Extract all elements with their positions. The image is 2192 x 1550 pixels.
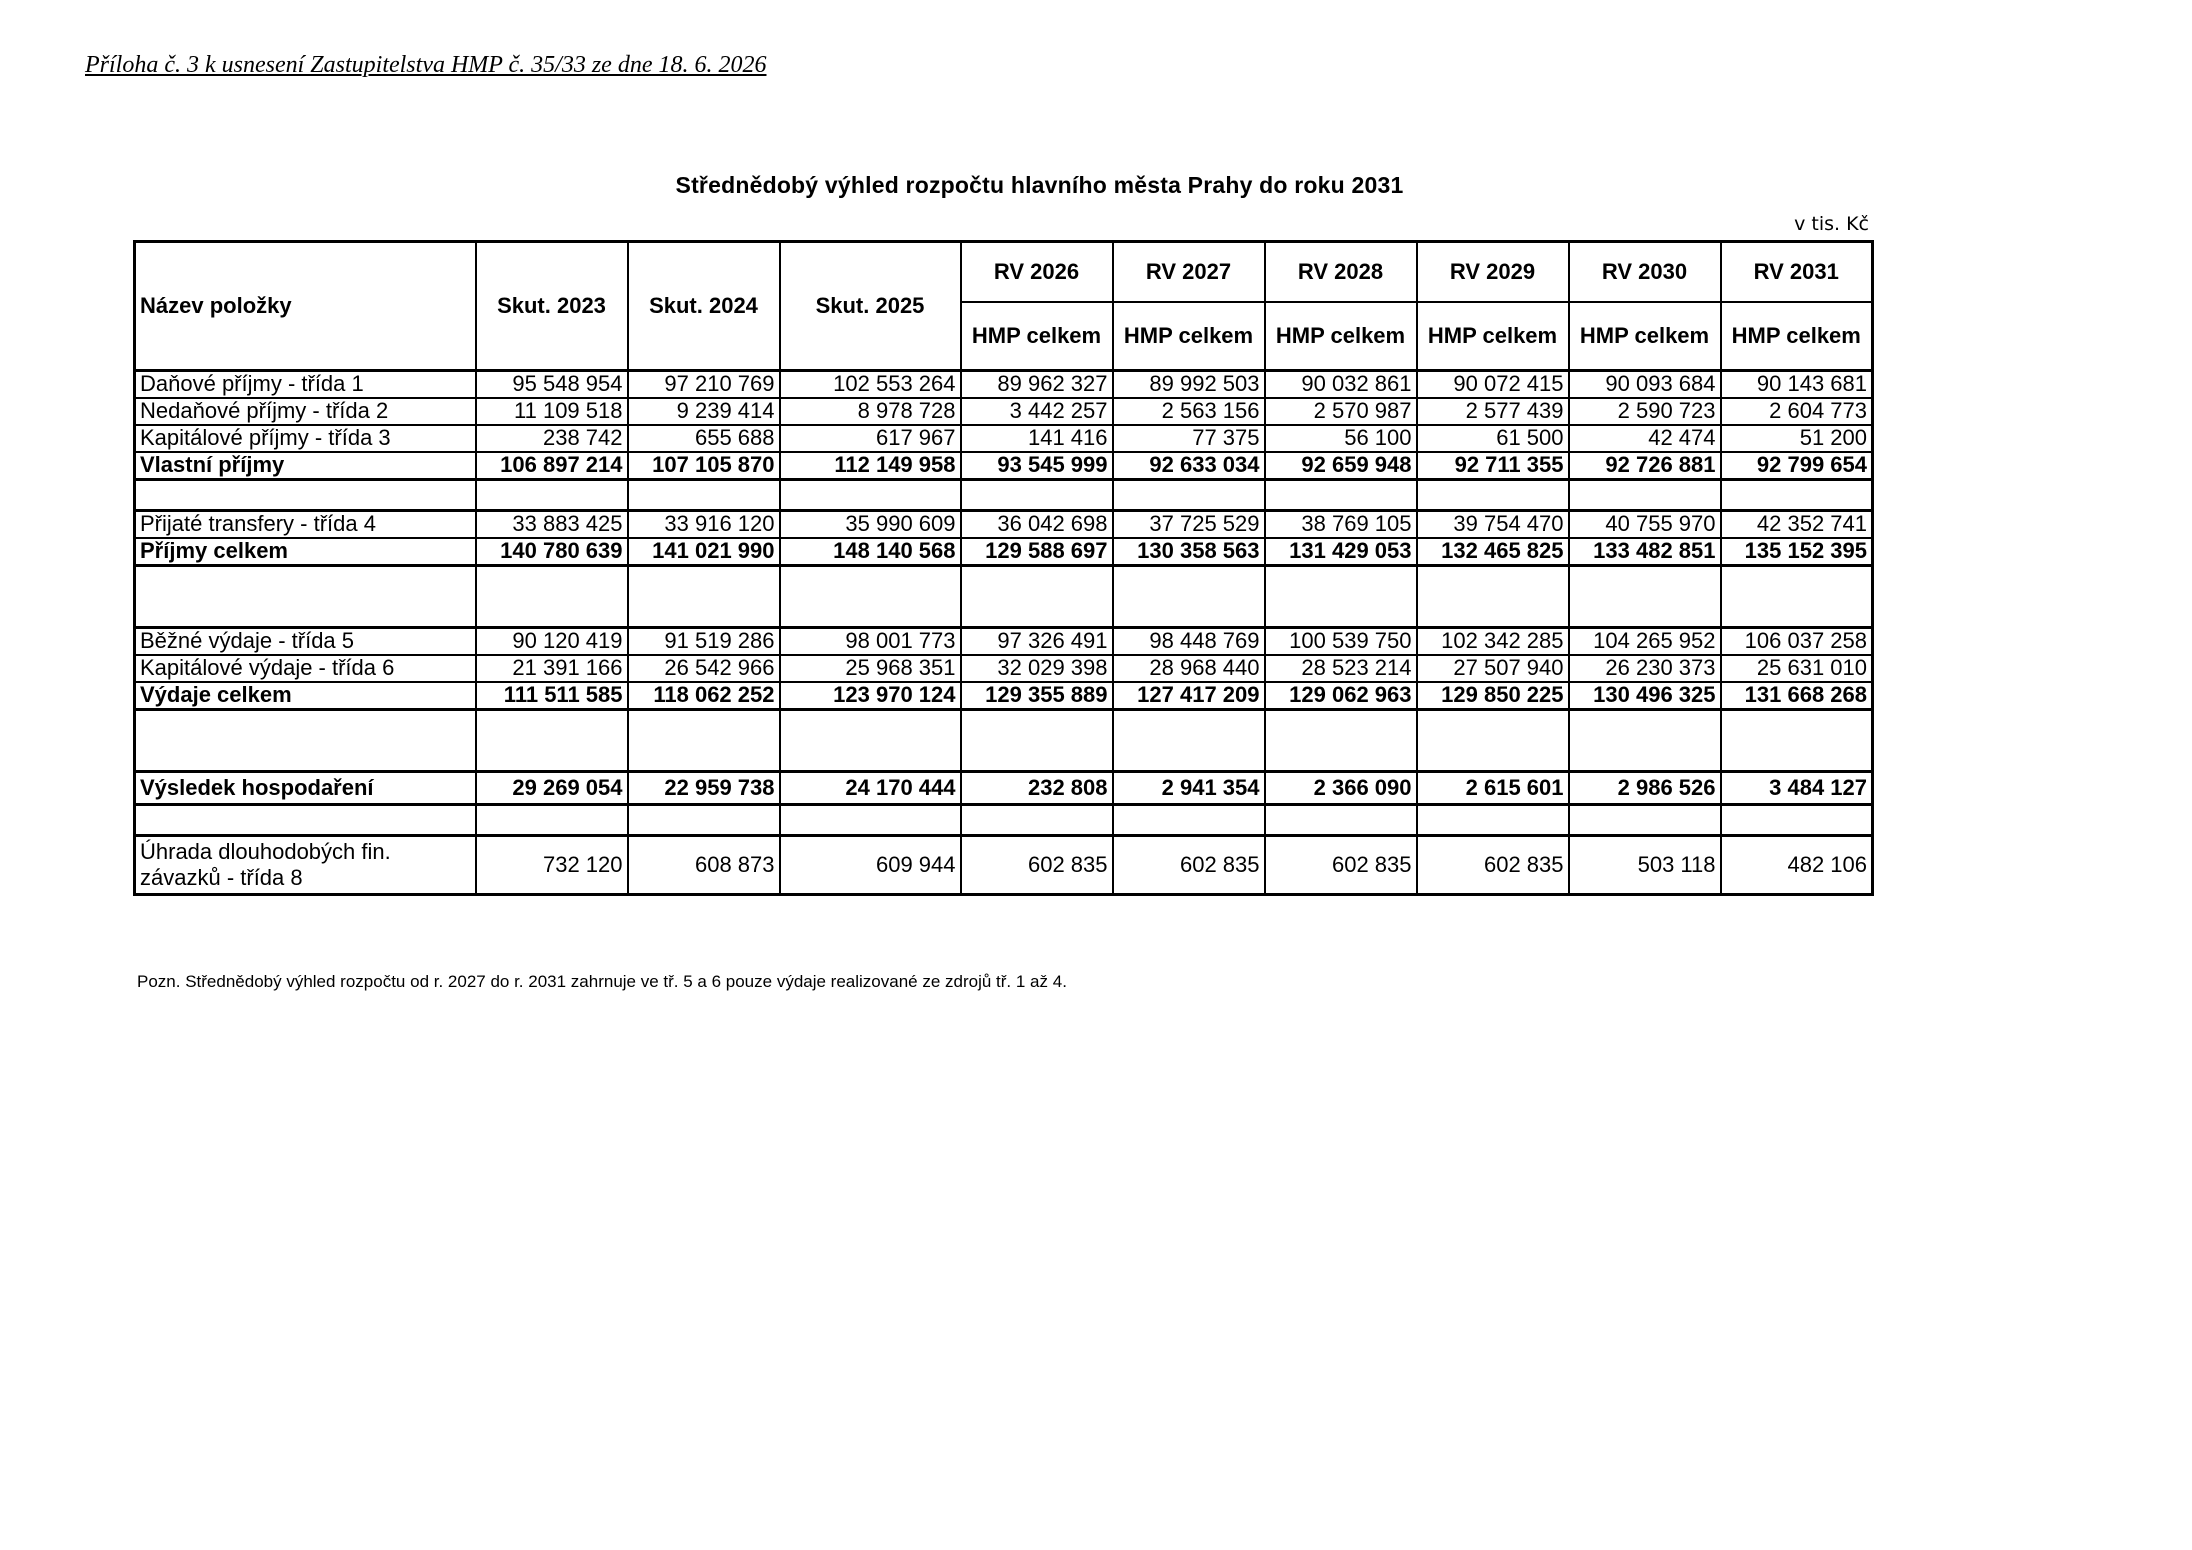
table-cell: 608 873 <box>628 836 780 895</box>
table-cell: 100 539 750 <box>1265 628 1417 656</box>
empty-cell <box>1721 710 1873 772</box>
table-cell: 655 688 <box>628 425 780 452</box>
table-spacer-row <box>135 480 1873 511</box>
table-cell: 51 200 <box>1721 425 1873 452</box>
table-cell: 123 970 124 <box>780 682 961 710</box>
table-cell: 92 711 355 <box>1417 452 1569 480</box>
table-cell: 36 042 698 <box>961 511 1113 539</box>
table-cell: 42 474 <box>1569 425 1721 452</box>
table-cell: 22 959 738 <box>628 772 780 805</box>
table-row-capital-expenditure <box>135 655 1873 682</box>
row-label: Kapitálové výdaje - třída 6 <box>135 655 476 682</box>
table-cell: 106 037 258 <box>1721 628 1873 656</box>
column-header-rv-2030: RV 2030 <box>1569 242 1721 303</box>
table-cell: 141 021 990 <box>628 538 780 566</box>
table-cell: 98 001 773 <box>780 628 961 656</box>
table-cell: 129 355 889 <box>961 682 1113 710</box>
column-header-rv-2031: RV 2031 <box>1721 242 1873 303</box>
empty-cell <box>780 480 961 511</box>
column-header-rv-2027: RV 2027 <box>1113 242 1265 303</box>
table-cell: 89 962 327 <box>961 371 1113 399</box>
table-cell: 3 442 257 <box>961 398 1113 425</box>
empty-cell <box>1113 710 1265 772</box>
table-cell: 61 500 <box>1417 425 1569 452</box>
table-cell: 2 563 156 <box>1113 398 1265 425</box>
table-cell: 104 265 952 <box>1569 628 1721 656</box>
empty-cell <box>961 710 1113 772</box>
subheader-hmp-total: HMP celkem <box>1265 302 1417 371</box>
table-cell: 26 230 373 <box>1569 655 1721 682</box>
empty-cell <box>780 805 961 836</box>
table-cell: 98 448 769 <box>1113 628 1265 656</box>
row-label: Výsledek hospodaření <box>135 772 476 805</box>
table-cell: 2 615 601 <box>1417 772 1569 805</box>
empty-cell <box>1113 805 1265 836</box>
table-cell: 129 062 963 <box>1265 682 1417 710</box>
empty-cell <box>628 566 780 628</box>
table-cell: 602 835 <box>961 836 1113 895</box>
table-cell: 617 967 <box>780 425 961 452</box>
table-cell: 37 725 529 <box>1113 511 1265 539</box>
empty-cell <box>1721 805 1873 836</box>
table-cell: 28 968 440 <box>1113 655 1265 682</box>
table-cell: 2 577 439 <box>1417 398 1569 425</box>
table-cell: 92 633 034 <box>1113 452 1265 480</box>
footnote: Pozn. Střednědobý výhled rozpočtu od r. 2027 do r. 2031 zahrnuje ve tř. 5 a 6 pouze výdaje realizované ze zdrojů tř. 1 až 4. <box>137 972 1067 991</box>
table-cell: 33 883 425 <box>476 511 628 539</box>
empty-cell <box>961 566 1113 628</box>
table-cell: 9 239 414 <box>628 398 780 425</box>
empty-cell <box>961 480 1113 511</box>
table-cell: 2 590 723 <box>1569 398 1721 425</box>
empty-cell <box>1569 480 1721 511</box>
row-label: Nedaňové příjmy - třída 2 <box>135 398 476 425</box>
table-cell: 102 342 285 <box>1417 628 1569 656</box>
table-cell: 130 496 325 <box>1569 682 1721 710</box>
empty-cell <box>1265 566 1417 628</box>
table-cell: 97 326 491 <box>961 628 1113 656</box>
empty-cell <box>628 710 780 772</box>
empty-cell <box>1265 710 1417 772</box>
table-cell: 112 149 958 <box>780 452 961 480</box>
table-cell: 92 726 881 <box>1569 452 1721 480</box>
row-label: Daňové příjmy - třída 1 <box>135 371 476 399</box>
empty-cell <box>135 566 476 628</box>
table-cell: 140 780 639 <box>476 538 628 566</box>
table-row-economic-result <box>135 772 1873 805</box>
table-cell: 2 570 987 <box>1265 398 1417 425</box>
table-cell: 77 375 <box>1113 425 1265 452</box>
table-cell: 25 631 010 <box>1721 655 1873 682</box>
table-cell: 90 143 681 <box>1721 371 1873 399</box>
table-cell: 232 808 <box>961 772 1113 805</box>
row-label: Výdaje celkem <box>135 682 476 710</box>
empty-cell <box>1113 480 1265 511</box>
table-cell: 3 484 127 <box>1721 772 1873 805</box>
empty-cell <box>476 480 628 511</box>
table-cell: 90 032 861 <box>1265 371 1417 399</box>
table-row-own-revenue <box>135 452 1873 480</box>
table-cell: 92 659 948 <box>1265 452 1417 480</box>
unit-label: v tis. Kč <box>1794 213 1869 235</box>
table-cell: 91 519 286 <box>628 628 780 656</box>
table-cell: 92 799 654 <box>1721 452 1873 480</box>
table-cell: 11 109 518 <box>476 398 628 425</box>
empty-cell <box>1265 805 1417 836</box>
row-label: Vlastní příjmy <box>135 452 476 480</box>
column-header-item-name: Název položky <box>135 242 476 371</box>
table-cell: 26 542 966 <box>628 655 780 682</box>
table-cell: 21 391 166 <box>476 655 628 682</box>
table-cell: 2 604 773 <box>1721 398 1873 425</box>
empty-cell <box>476 566 628 628</box>
subheader-hmp-total: HMP celkem <box>1417 302 1569 371</box>
subheader-hmp-total: HMP celkem <box>961 302 1113 371</box>
empty-cell <box>476 710 628 772</box>
row-label: Běžné výdaje - třída 5 <box>135 628 476 656</box>
empty-cell <box>1721 566 1873 628</box>
table-cell: 40 755 970 <box>1569 511 1721 539</box>
column-header-rv-2028: RV 2028 <box>1265 242 1417 303</box>
table-cell: 602 835 <box>1113 836 1265 895</box>
column-header-actual-2023: Skut. 2023 <box>476 242 628 371</box>
empty-cell <box>1569 566 1721 628</box>
table-cell: 90 072 415 <box>1417 371 1569 399</box>
table-cell: 38 769 105 <box>1265 511 1417 539</box>
table-cell: 24 170 444 <box>780 772 961 805</box>
table-cell: 602 835 <box>1417 836 1569 895</box>
table-cell: 129 850 225 <box>1417 682 1569 710</box>
column-header-rv-2029: RV 2029 <box>1417 242 1569 303</box>
table-cell: 93 545 999 <box>961 452 1113 480</box>
table-cell: 97 210 769 <box>628 371 780 399</box>
empty-cell <box>780 710 961 772</box>
table-spacer-row <box>135 710 1873 772</box>
table-row-current-expenditure <box>135 628 1873 656</box>
table-cell: 132 465 825 <box>1417 538 1569 566</box>
table-cell: 111 511 585 <box>476 682 628 710</box>
table-cell: 102 553 264 <box>780 371 961 399</box>
table-cell: 732 120 <box>476 836 628 895</box>
table-cell: 107 105 870 <box>628 452 780 480</box>
budget-table-body <box>135 371 1873 895</box>
table-row-tax-revenue <box>135 371 1873 399</box>
table-cell: 89 992 503 <box>1113 371 1265 399</box>
empty-cell <box>1417 805 1569 836</box>
empty-cell <box>961 805 1113 836</box>
column-header-actual-2025: Skut. 2025 <box>780 242 961 371</box>
empty-cell <box>1569 710 1721 772</box>
table-cell: 106 897 214 <box>476 452 628 480</box>
table-cell: 503 118 <box>1569 836 1721 895</box>
table-cell: 135 152 395 <box>1721 538 1873 566</box>
column-header-actual-2024: Skut. 2024 <box>628 242 780 371</box>
row-label: Kapitálové příjmy - třída 3 <box>135 425 476 452</box>
table-cell: 141 416 <box>961 425 1113 452</box>
table-cell: 133 482 851 <box>1569 538 1721 566</box>
empty-cell <box>1265 480 1417 511</box>
table-cell: 33 916 120 <box>628 511 780 539</box>
table-cell: 25 968 351 <box>780 655 961 682</box>
table-row-capital-revenue <box>135 425 1873 452</box>
empty-cell <box>628 480 780 511</box>
empty-cell <box>135 710 476 772</box>
table-row-debt-repayment <box>135 836 1873 895</box>
subheader-hmp-total: HMP celkem <box>1569 302 1721 371</box>
table-row-total-expenditure <box>135 682 1873 710</box>
table-cell: 131 429 053 <box>1265 538 1417 566</box>
empty-cell <box>135 805 476 836</box>
table-cell: 95 548 954 <box>476 371 628 399</box>
table-cell: 482 106 <box>1721 836 1873 895</box>
row-label: Přijaté transfery - třída 4 <box>135 511 476 539</box>
table-cell: 130 358 563 <box>1113 538 1265 566</box>
table-cell: 2 941 354 <box>1113 772 1265 805</box>
document-title: Střednědobý výhled rozpočtu hlavního města Prahy do roku 2031 <box>675 172 1404 198</box>
table-cell: 28 523 214 <box>1265 655 1417 682</box>
table-cell: 131 668 268 <box>1721 682 1873 710</box>
empty-cell <box>1417 566 1569 628</box>
empty-cell <box>1569 805 1721 836</box>
empty-cell <box>1113 566 1265 628</box>
table-cell: 127 417 209 <box>1113 682 1265 710</box>
table-cell: 35 990 609 <box>780 511 961 539</box>
table-spacer-row <box>135 566 1873 628</box>
empty-cell <box>1417 710 1569 772</box>
table-cell: 118 062 252 <box>628 682 780 710</box>
table-cell: 90 120 419 <box>476 628 628 656</box>
column-header-rv-2026: RV 2026 <box>961 242 1113 303</box>
empty-cell <box>135 480 476 511</box>
table-row-non-tax-revenue <box>135 398 1873 425</box>
table-cell: 29 269 054 <box>476 772 628 805</box>
empty-cell <box>628 805 780 836</box>
table-cell: 602 835 <box>1265 836 1417 895</box>
resolution-reference: Příloha č. 3 k usnesení Zastupitelstva HMP č. 35/33 ze dne 18. 6. 2026 <box>85 52 767 78</box>
empty-cell <box>476 805 628 836</box>
table-cell: 129 588 697 <box>961 538 1113 566</box>
table-cell: 90 093 684 <box>1569 371 1721 399</box>
table-cell: 2 366 090 <box>1265 772 1417 805</box>
table-cell: 8 978 728 <box>780 398 961 425</box>
table-cell: 56 100 <box>1265 425 1417 452</box>
table-cell: 148 140 568 <box>780 538 961 566</box>
table-cell: 609 944 <box>780 836 961 895</box>
table-row-total-revenue <box>135 538 1873 566</box>
subheader-hmp-total: HMP celkem <box>1113 302 1265 371</box>
row-label: Úhrada dlouhodobých fin. závazků - třída 8 <box>135 836 476 895</box>
table-cell: 42 352 741 <box>1721 511 1873 539</box>
table-cell: 27 507 940 <box>1417 655 1569 682</box>
table-cell: 39 754 470 <box>1417 511 1569 539</box>
row-label: Příjmy celkem <box>135 538 476 566</box>
table-spacer-row <box>135 805 1873 836</box>
empty-cell <box>1417 480 1569 511</box>
subheader-hmp-total: HMP celkem <box>1721 302 1873 371</box>
table-cell: 2 986 526 <box>1569 772 1721 805</box>
empty-cell <box>780 566 961 628</box>
table-cell: 32 029 398 <box>961 655 1113 682</box>
document-title-wrap <box>0 172 2192 199</box>
budget-table <box>133 240 1874 896</box>
empty-cell <box>1721 480 1873 511</box>
table-cell: 238 742 <box>476 425 628 452</box>
table-row-transfers <box>135 511 1873 539</box>
